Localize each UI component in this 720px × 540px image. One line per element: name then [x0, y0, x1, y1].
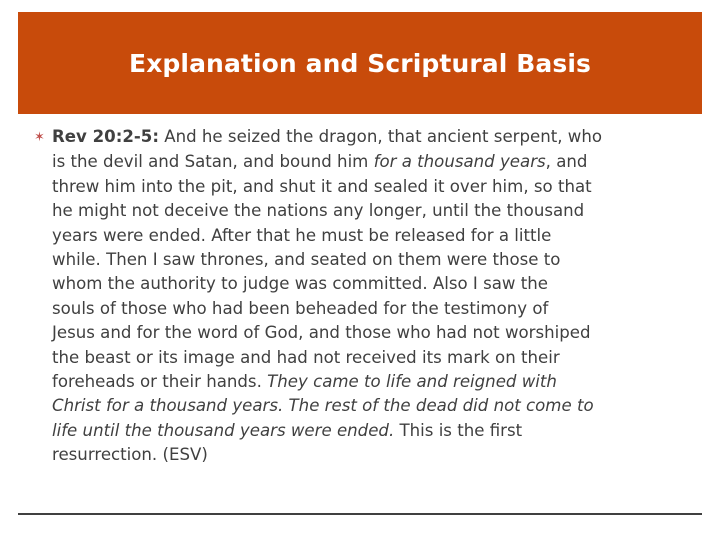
passage-text: And he seized the dragon, that ancient serpent, who	[158, 127, 603, 146]
passage-line	[34, 346, 704, 370]
passage-text: threw him into the pit, and shut it and sealed it over him, so that	[52, 176, 592, 196]
passage-text: while. Then I saw thrones, and seated on them were those to	[52, 250, 561, 270]
passage-text: foreheads or their hands.	[52, 372, 268, 392]
passage-text: whom the authority to judge was committed. Also I saw the	[52, 274, 548, 294]
passage-text: is the devil and Satan, and bound him	[52, 152, 374, 172]
passage-italic-text: life until the thousand years were ended.	[52, 420, 395, 440]
passage-line	[34, 224, 704, 248]
passage-italic-text: for a thousand years	[373, 152, 546, 172]
passage-line	[34, 150, 704, 174]
bullet-icon: ✶	[34, 130, 45, 145]
passage-text: , and	[545, 152, 588, 172]
passage-italic-text: Christ for a thousand years. The rest of the dead did not come to	[52, 396, 594, 416]
passage-text: the beast or its image and had not received its mark on their	[52, 347, 560, 367]
passage-text: souls of those who had been beheaded for the testimony of	[52, 298, 549, 318]
passage-text: resurrection. (ESV)	[52, 445, 208, 465]
passage-line	[34, 419, 704, 443]
scripture-reference: Rev 20:2-5:	[52, 127, 159, 146]
passage-line	[34, 272, 704, 296]
passage-line	[34, 175, 704, 199]
passage-text: years were ended. After that he must be released for a little	[52, 225, 552, 245]
passage-line	[34, 248, 704, 272]
passage-line	[34, 321, 704, 345]
passage-line	[34, 297, 704, 321]
passage-line	[34, 125, 704, 150]
passage-line	[34, 443, 704, 467]
passage-line	[34, 199, 704, 223]
passage-text: Jesus and for the word of God, and those who had not worshiped	[52, 323, 591, 343]
passage-italic-text: They came to life and reigned with	[267, 372, 557, 392]
slide-title: Explanation and Scriptural Basis	[129, 48, 591, 78]
passage-line	[34, 394, 704, 418]
passage-line	[34, 370, 704, 394]
passage-text: he might not deceive the nations any longer, until the thousand	[52, 201, 585, 221]
scripture-passage	[34, 125, 704, 468]
passage-text: This is the first	[394, 420, 523, 440]
title-banner	[18, 12, 702, 114]
footer-divider	[18, 513, 702, 515]
